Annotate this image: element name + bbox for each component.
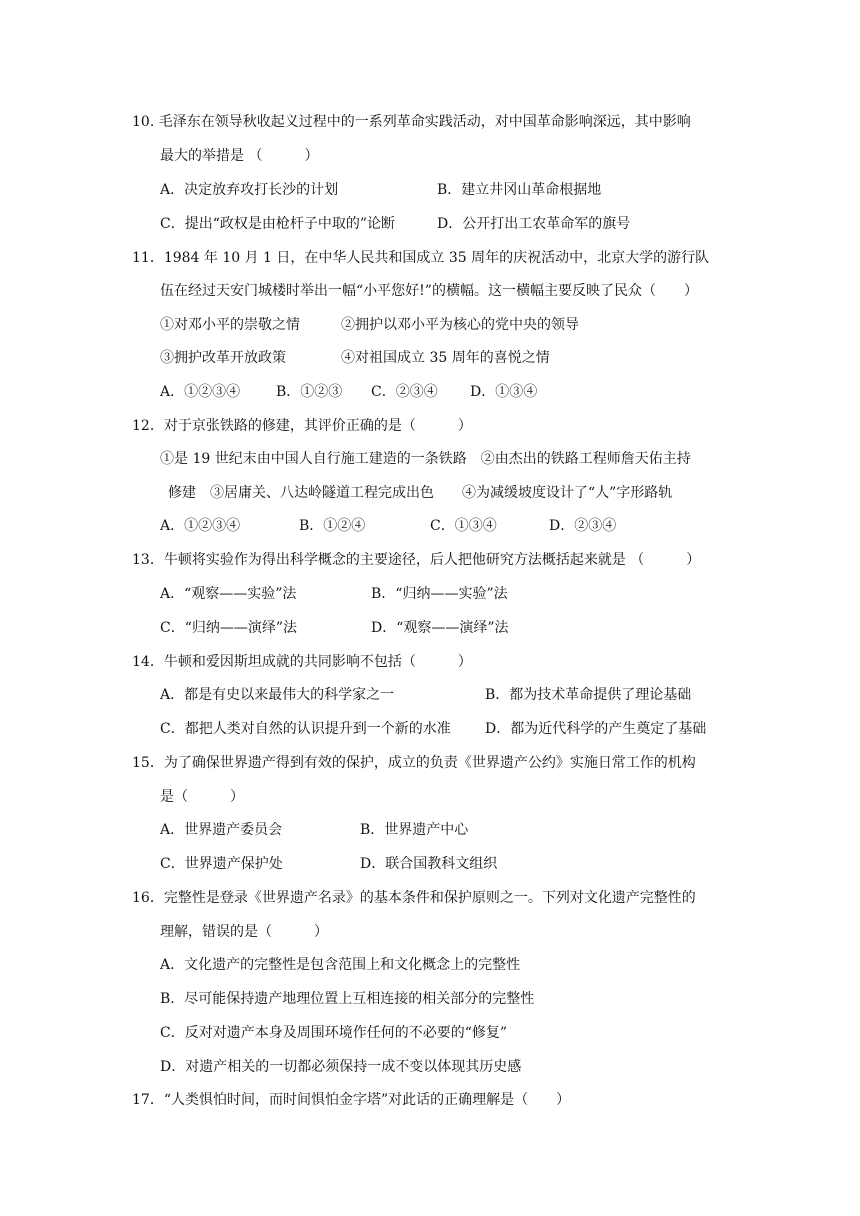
question-12-stem: 12．对于京张铁路的修建，其评价正确的是（ ） bbox=[132, 418, 472, 434]
question-17-stem: 17．“人类惧怕时间，而时间惧怕金字塔”对此话的正确理解是（ ） bbox=[132, 1092, 571, 1108]
question-15-option-b: B．世界遗产中心 bbox=[360, 822, 469, 838]
question-11-option-c: C．②③④ bbox=[371, 384, 438, 400]
question-10-option-d: D．公开打出工农革命军的旗号 bbox=[437, 216, 631, 232]
question-11-item-1: ①对邓小平的崇敬之情 bbox=[160, 317, 300, 333]
question-10-option-b: B．建立井冈山革命根据地 bbox=[437, 182, 602, 198]
question-16-stem-cont: 理解，错误的是（ ） bbox=[160, 924, 328, 940]
question-12-statement-1: ①是 19 世纪末由中国人自行施工建造的一条铁路 ②由杰出的铁路工程师詹天佑主持 bbox=[160, 451, 691, 467]
question-14-stem: 14．牛顿和爱因斯坦成就的共同影响不包括（ ） bbox=[132, 654, 472, 670]
question-12-statement-2: 修建 ③居庸关、八达岭隧道工程完成出色 ④为减缓坡度设计了“人”字形路轨 bbox=[168, 485, 673, 501]
question-16-option-a: A．文化遗产的完整性是包含范围上和文化概念上的完整性 bbox=[160, 957, 521, 973]
question-15-stem-cont: 是（ ） bbox=[160, 789, 244, 805]
question-13-option-a: A．“观察——实验”法 bbox=[160, 586, 297, 602]
question-10-option-a: A．决定放弃攻打长沙的计划 bbox=[160, 182, 339, 198]
question-11-option-b: B．①②③ bbox=[276, 384, 343, 400]
question-14-option-c: C．都把人类对自然的认识提升到一个新的水准 bbox=[160, 721, 451, 737]
question-15-option-c: C．世界遗产保护处 bbox=[160, 856, 283, 872]
question-15-stem: 15．为了确保世界遗产得到有效的保护，成立的负责《世界遗产公约》实施日常工作的机构 bbox=[132, 755, 696, 771]
question-11-item-4: ④对祖国成立 35 周年的喜悦之情 bbox=[341, 350, 550, 366]
question-16-option-b: B．尽可能保持遗产地理位置上互相连接的相关部分的完整性 bbox=[160, 991, 535, 1007]
question-10-stem-cont: 最大的举措是 （ ） bbox=[160, 148, 319, 164]
question-11-item-3: ③拥护改革开放政策 bbox=[160, 350, 286, 366]
question-13-option-c: C．“归纳——演绎”法 bbox=[160, 620, 298, 636]
question-11-stem-cont: 伍在经过天安门城楼时举出一幅“小平您好!”的横幅。这一横幅主要反映了民众（ ） bbox=[160, 283, 698, 299]
question-10-stem: 10. 毛泽东在领导秋收起义过程中的一系列革命实践活动，对中国革命影响深远，其中影响 bbox=[132, 114, 691, 130]
question-14-option-d: D．都为近代科学的产生奠定了基础 bbox=[485, 721, 707, 737]
question-15-option-a: A．世界遗产委员会 bbox=[160, 822, 283, 838]
question-14-option-b: B．都为技术革命提供了理论基础 bbox=[485, 687, 692, 703]
question-13-option-d: D．“观察——演绎”法 bbox=[371, 620, 509, 636]
question-13-option-b: B．“归纳——实验”法 bbox=[371, 586, 508, 602]
question-10-option-c: C．提出“政权是由枪杆子中取的”论断 bbox=[160, 216, 396, 232]
question-16-stem: 16．完整性是登录《世界遗产名录》的基本条件和保护原则之一。下列对文化遗产完整性的 bbox=[132, 890, 696, 906]
question-12-option-b: B．①②④ bbox=[299, 518, 366, 534]
question-16-option-c: C．反对对遗产本身及周围环境作任何的不必要的“修复” bbox=[160, 1025, 508, 1041]
question-12-option-d: D．②③④ bbox=[549, 518, 617, 534]
question-13-stem: 13．牛顿将实验作为得出科学概念的主要途径，后人把他研究方法概括起来就是 （ ） bbox=[132, 552, 701, 568]
question-11-stem: 11．1984 年 10 月 1 日，在中华人民共和国成立 35 周年的庆祝活动中，北京大学的游行队 bbox=[132, 250, 710, 266]
question-15-option-d: D．联合国教科文组织 bbox=[360, 856, 498, 872]
question-12-option-c: C．①③④ bbox=[430, 518, 497, 534]
question-16-option-d: D．对遗产相关的一切都必须保持一成不变以体现其历史感 bbox=[160, 1059, 522, 1075]
question-11-option-d: D．①③④ bbox=[470, 384, 538, 400]
question-14-option-a: A．都是有史以来最伟大的科学家之一 bbox=[160, 687, 395, 703]
question-12-option-a: A．①②③④ bbox=[160, 518, 241, 534]
question-11-item-2: ②拥护以邓小平为核心的党中央的领导 bbox=[341, 317, 579, 333]
question-11-option-a: A．①②③④ bbox=[160, 384, 241, 400]
